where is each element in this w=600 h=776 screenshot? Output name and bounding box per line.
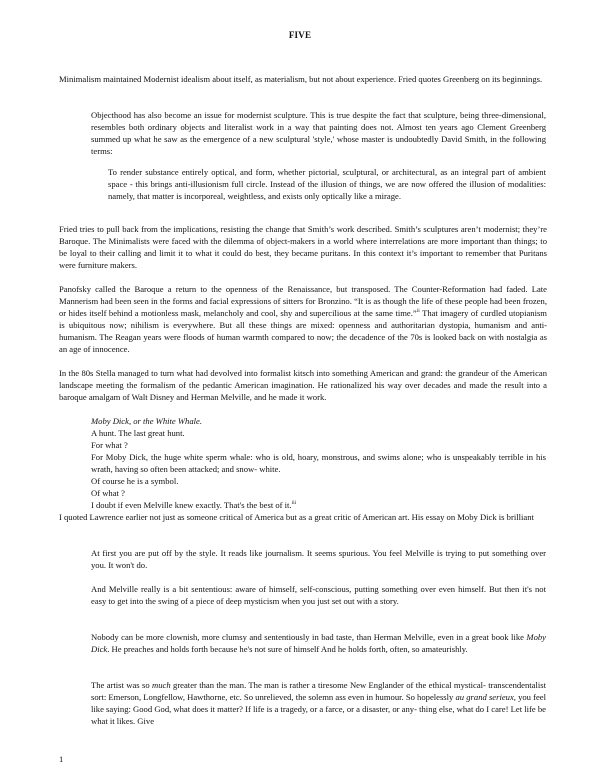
- quote-artist: [91, 679, 546, 727]
- paragraph-panofsky-text: Panofsky called the Baroque a return to the openness of the Renaissance, but transposed. The Counter-Reformation had faded. Late Mannerism had been seen in the forms and facial expressions of sitters for Bronzino. “It is as though the life of these people had been frozen, or hides itself behind a motionless mask, melancholy and cool, shy and supercilious at the same time.”: [59, 284, 547, 318]
- paragraph-intro: Minimalism maintained Modernist idealism about itself, as materialism, but not about experience. Fried quotes Greenberg on its beginnings.: [59, 74, 543, 84]
- moby-dick-line: For what ?: [91, 440, 128, 450]
- nested-quote-greenberg: To render substance entirely optical, and form, whether pictorial, sculptural, or architectural, as an integral part of ambient space - this brings anti-illusionism full circle. Instead of the illusion of things, we are now offered the illusion of modalities: namely, that matter is incorporeal, weightless, and exists only optically like a mirage.: [108, 167, 546, 201]
- book-title-moby-dick: Moby Dick: [91, 632, 546, 654]
- quote-artist-text: The artist was so: [91, 680, 153, 690]
- quote-clownish-text: Nobody can be more clownish, more clumsy and sententiously in bad taste, than Herman Melville, even in a great book like: [91, 632, 527, 642]
- quote-clownish: [91, 631, 546, 655]
- paragraph-fried: Fried tries to pull back from the implications, resisting the change that Smith’s work described. Smith’s sculptures aren’t modernist; they’re Baroque. The Minimalists were faced with the dilemma of object-makers in a world where interrelations are more important than things; to be loyal to their calling and limit it to what it could do best, they became puritans. In this context it’s important to remember that Puritans were furniture makers.: [59, 224, 547, 270]
- paragraph-panofsky: [59, 283, 547, 355]
- chapter-title: FIVE: [288, 30, 312, 40]
- page-number: 1: [59, 754, 64, 764]
- paragraph-stella: In the 80s Stella managed to turn what had devolved into formalist kitsch into something American and grand: the grandeur of the American landscape meeting the formalism of the pedantic American imagination. He rationalized his way over decades and made the result into a baroque amalgam of Walt Disney and Herman Melville, and he made it work.: [59, 368, 547, 402]
- emphasis-much: much: [152, 680, 171, 690]
- moby-dick-title: Moby Dick, or the White Whale.: [91, 416, 202, 426]
- footnote-marker: ii: [416, 308, 420, 315]
- moby-dick-line: Of what ?: [91, 488, 125, 498]
- quote-artist-end: , you feel like saying: Good God, what does it matter? If life is a tragedy, or a farce, or a disaster, or any- thing else, what do I care! Let life be what it likes. Give: [91, 692, 546, 726]
- quote-sententious: And Melville really is a bit sententious: aware of himself, self-conscious, putting something over even himself. But then it's not easy to get into the swing of a piece of deep mysticism when you just set out with a story.: [91, 584, 546, 606]
- footnote-marker: iii: [291, 500, 297, 507]
- paragraph-panofsky-rest: That imagery of curdled utopianism is ubiquitous now; nihilism is everywhere. But all these things are mixed: openness and authoritarian dystopia, humanism and anti-humanism. The Reagan years were floods of human warmth compared to now; the decadence of the 70s is looked back on with nostalgia as an age of innocence.: [59, 308, 547, 354]
- block-quote-objecthood: Objecthood has also become an issue for modernist sculpture. This is true despite the fact that sculpture, being three-dimensional, resembles both ordinary objects and literalist work in a way that painting does not. Almost ten years ago Clement Greenberg summed up what he saw as the emergence of a new sculptural 'style,' whose master is undoubtedly David Smith, in the following terms:: [91, 110, 546, 156]
- paragraph-lawrence: I quoted Lawrence earlier not just as someone critical of America but as a great critic of American art. His essay on Moby Dick is brilliant: [59, 512, 534, 522]
- moby-dick-line: For Moby Dick, the huge white sperm whale: who is old, hoary, monstrous, and swims alone; who is unspeakably terrible in his wrath, having so often been attacked; and snow- white.: [91, 452, 546, 474]
- quote-style: At first you are put off by the style. It reads like journalism. It seems spurious. You feel Melville is trying to put something over you. It won't do.: [91, 548, 546, 570]
- quote-clownish-rest: . He preaches and holds forth because he's not sure of himself And he holds forth, often, so amateurishly.: [107, 644, 468, 654]
- moby-dick-line-last: [91, 499, 546, 511]
- block-quote-moby-dick: [91, 415, 546, 511]
- moby-dick-line: A hunt. The last great hunt.: [91, 428, 185, 438]
- moby-dick-last-text: I doubt if even Melville knew exactly. That's the best of it.: [91, 500, 292, 510]
- moby-dick-line: Of course he is a symbol.: [91, 476, 179, 486]
- emphasis-au-grand-serieux: au grand serieux: [455, 692, 514, 702]
- quote-artist-middle: greater than the man. The man is rather a tiresome New Englander of the ethical mystical- transcendentalist sort: Emerson, Longfellow, Hawthorne, etc. So unrelieved, the solemn ass even in humour. So hopelessly: [91, 680, 546, 702]
